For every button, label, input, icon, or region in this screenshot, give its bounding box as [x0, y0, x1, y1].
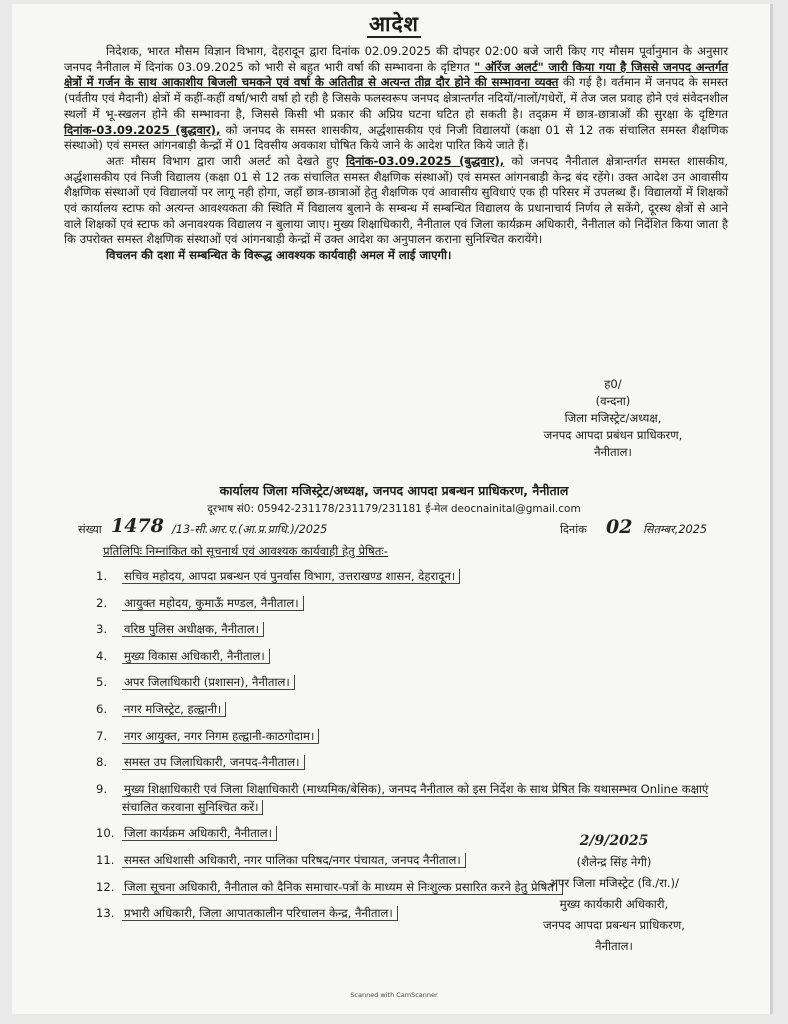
item-number: 2.	[96, 595, 108, 610]
item-text-box: सचिव महोदय, आपदा प्रबन्धन एवं पुनर्वास विभाग, उत्तराखण्ड शासन, देहरादून।	[122, 569, 460, 584]
contact-line: दूरभाष सं0: 05942-231178/231179/231181 ई-मेल deocnainital@gmail.com	[207, 503, 581, 515]
designation-line: मुख्य कार्यकारी अधिकारी,	[559, 897, 669, 911]
item-text	[122, 673, 726, 691]
item-text	[122, 620, 726, 638]
designation-line: नैनीताल।	[595, 939, 633, 953]
item-text-box: अपर जिलाधिकारी (प्रशासन), नैनीताल।	[122, 675, 295, 690]
item-number: 8.	[96, 755, 108, 770]
item-text	[122, 647, 726, 665]
item-number: 7.	[96, 728, 108, 743]
item-text-box: मुख्य शिक्षाधिकारी एवं जिला शिक्षाधिकारी (माध्यमिक/बेसिक), जनपद नैनीताल को इस निर्देश के साथ प्रेषित कि यथासम्भव Online कक्षाएं संचालित करवाना सुनिश्चित करें।	[122, 781, 709, 814]
reference-code: /13-सी.आर.ए.(आ.प्र.प्राधि.)/2025	[172, 523, 328, 536]
item-text	[122, 780, 726, 816]
list-item	[96, 620, 726, 638]
item-number: 1.	[96, 569, 108, 583]
scanner-watermark: Scanned with CamScanner	[350, 991, 438, 999]
list-item	[96, 753, 726, 771]
page-title: आदेश	[369, 12, 419, 36]
item-number: 10.	[96, 826, 115, 841]
paragraph-2: अतः मौसम विभाग द्वारा जारी अलर्ट को देखते हुए दिनांक-03.09.2025 (बुद्धवार), को जनपद नैनीताल क्षेत्रान्तर्गत समस्त शासकीय, अर्द्धशासकीय एवं निजी विद्यालय (कक्षा 01 से 12 तक संचालित समस्त शैक्षणिक संस्थाओं) एवं समस्त आंगनबाड़ी केन्द्र बंद रहेंगे। उक्त आदेश उन आवासीय शैक्षणिक संस्थाओं एवं विद्यालयों पर लागू नही होगा, जहाँ छात्र-छात्राओं हेतु शैक्षणिक एवं आवासीय सुविधाएं एक ही परिसर में उपलब्ध हैं। विद्यालयों में शिक्षकों एवं कार्यालय स्टाफ को अत्यन्त आवश्यकता की स्थिति में विद्यालय बुलाने के सम्बन्ध में सम्बन्धित विद्यालय के प्रधानाचार्य निर्णय ले सकेंगे, दूरस्थ क्षेत्रों से आने वाले शिक्षकों एवं स्टाफ को अनावश्यक विद्यालय न बुलाया जाए। मुख्य शिक्षाधिकारी, नैनीताल एवं जिला कार्यक्रम अधिकारी, नैनीताल को निर्देशित किया जाता है कि उपरोक्त समस्त शैक्षणिक संस्थाओं एवं आंगनबाड़ी केन्द्रों में उक्त आदेश का अनुपालन कराना सुनिश्चित करायेंगे।	[64, 153, 728, 247]
list-item	[96, 780, 726, 816]
designation-line: नैनीताल।	[594, 445, 632, 459]
item-text	[122, 594, 726, 612]
item-number: 11.	[96, 852, 115, 867]
signature-block-adm	[500, 830, 728, 957]
office-heading: कार्यालय जिला मजिस्ट्रेट/अध्यक्ष, जनपद आपदा प्रबन्धन प्राधिकरण, नैनीताल	[219, 483, 569, 498]
handwritten-signature: 2/9/2025	[579, 833, 649, 849]
copy-to-heading: प्रतिलिपिः निम्नांकित को सूचनार्थ एवं आवश्यक कार्यवाही हेतु प्रेषितः-	[103, 544, 388, 558]
item-text	[122, 753, 726, 771]
signatory-name: (शैलेन्द्र सिंह नेगी)	[576, 855, 652, 869]
list-item	[96, 700, 726, 718]
date-label: दिनांक	[560, 523, 587, 536]
item-text-box: जिला सूचना अधिकारी, नैनीताल को दैनिक समाचार-पत्रों के माध्यम से निःशुल्क प्रसारित करने हेतु प्रेषित।	[122, 880, 563, 895]
item-number: 12.	[96, 879, 115, 894]
item-number: 9.	[96, 781, 108, 796]
list-item	[96, 647, 726, 665]
item-number: 6.	[96, 701, 108, 716]
item-text	[122, 567, 726, 585]
item-number: 3.	[96, 622, 108, 637]
item-text-box: प्रभारी अधिकारी, जिला आपातकालीन परिचालन केन्द्र, नैनीताल।	[122, 906, 398, 921]
item-text-box: समस्त अधिशासी अधिकारी, नगर पालिका परिषद/नगर पंचायत, जनपद नैनीताल।	[122, 853, 466, 868]
item-text	[122, 700, 726, 718]
item-text-box: जिला कार्यक्रम अधिकारी, नैनीताल।	[122, 826, 277, 841]
list-item	[96, 673, 726, 691]
list-item	[96, 567, 726, 585]
designation-line: अपर जिला मजिस्ट्रेट (वि./रा.)/	[549, 876, 679, 890]
bottom-bar	[0, 1014, 788, 1024]
item-number: 4.	[96, 648, 108, 663]
list-item	[96, 727, 726, 745]
list-item	[96, 594, 726, 612]
item-text-box: वरिष्ठ पुलिस अधीक्षक, नैनीताल।	[122, 622, 264, 637]
designation-line: जनपद आपदा प्रबन्धन प्राधिकरण,	[543, 918, 685, 932]
date-month-year: सितम्बर,2025	[643, 523, 708, 536]
designation-line: जनपद आपदा प्रबंधन प्राधिकरण,	[543, 428, 683, 442]
paragraph-3: विचलन की दशा में सम्बन्धित के विरूद्ध आवश्यक कार्यवाही अमल में लाई जाएगी।	[106, 248, 452, 263]
item-text-box: नगर आयुक्त, नगर निगम हल्द्वानी-काठगोदाम।	[122, 729, 319, 744]
order-body	[64, 44, 728, 264]
paragraph-1: निदेशक, भारत मौसम विज्ञान विभाग, देहरादून द्वारा दिनांक 02.09.2025 की दोपहर 02:00 बजे जारी किए गए मौसम पूर्वानुमान के अनुसार जनपद नैनीताल में दिनांक 03.09.2025 को भारी से बहुत भारी वर्षा की सम्भावना के दृष्टिगत " ऑरेंज अलर्ट" जारी किया गया है जिससे जनपद अन्तर्गत क्षेत्रों में गर्जन के साथ आकाशीय बिजली चमकने एवं वर्षा के अतितीव्र से अत्यन्त तीव्र दौर होने की सम्भावना व्यक्त की गई है। वर्तमान में जनपद के समस्त (पर्वतीय एवं मैदानी) क्षेत्रों में कहीं-कहीं वर्षा/भारी वर्षा हो रही है जिसके फलस्वरूप जनपद क्षेत्रान्तर्गत नदियों/नालों/गधेरों, में तेज जल प्रवाह होने एवं संवेदनशील स्थलों में भू-स्खलन होने की सम्भावना है, जिससे किसी भी प्रकार की अप्रिय घटना घटित हो सकती है। तद्‌क्रम में छात्र-छात्राओं की सुरक्षा के दृष्टिगत दिनांक-03.09.2025 (बुद्धवार), को जनपद के समस्त शासकीय, अर्द्धशासकीय एवं निजी विद्यालयों (कक्षा 01 से 12 तक संचालित समस्त शैक्षणिक संस्थाओ) एवं समस्त आंगनबाड़ी केन्द्रों में 01 दिवसीय अवकाश घोषित किये जाने के आदेश पारित किये जाते हैं।	[64, 44, 729, 153]
reference-label: संख्या	[78, 523, 102, 536]
item-number: 5.	[96, 675, 108, 690]
item-text-box: समस्त उप जिलाधिकारी, जनपद-नैनीताल।	[122, 755, 305, 770]
item-text-box: आयुक्त महोदय, कुमाऊँ मण्डल, नैनीताल।	[122, 596, 304, 611]
date-day: 02	[606, 516, 633, 538]
signatory-name: (वन्दना)	[595, 394, 631, 408]
reference-number: 1478	[111, 515, 164, 537]
item-text-box: मुख्य विकास अधिकारी, नैनीताल।	[122, 649, 270, 664]
signature-mark: ह0/	[604, 377, 622, 391]
item-text-box: नगर मजिस्ट्रेट, हल्द्वानी।	[122, 702, 226, 717]
signature-block-dm	[503, 376, 723, 461]
item-number: 13.	[96, 906, 115, 921]
item-text	[122, 727, 726, 745]
designation-line: जिला मजिस्ट्रेट/अध्यक्ष,	[564, 411, 662, 425]
